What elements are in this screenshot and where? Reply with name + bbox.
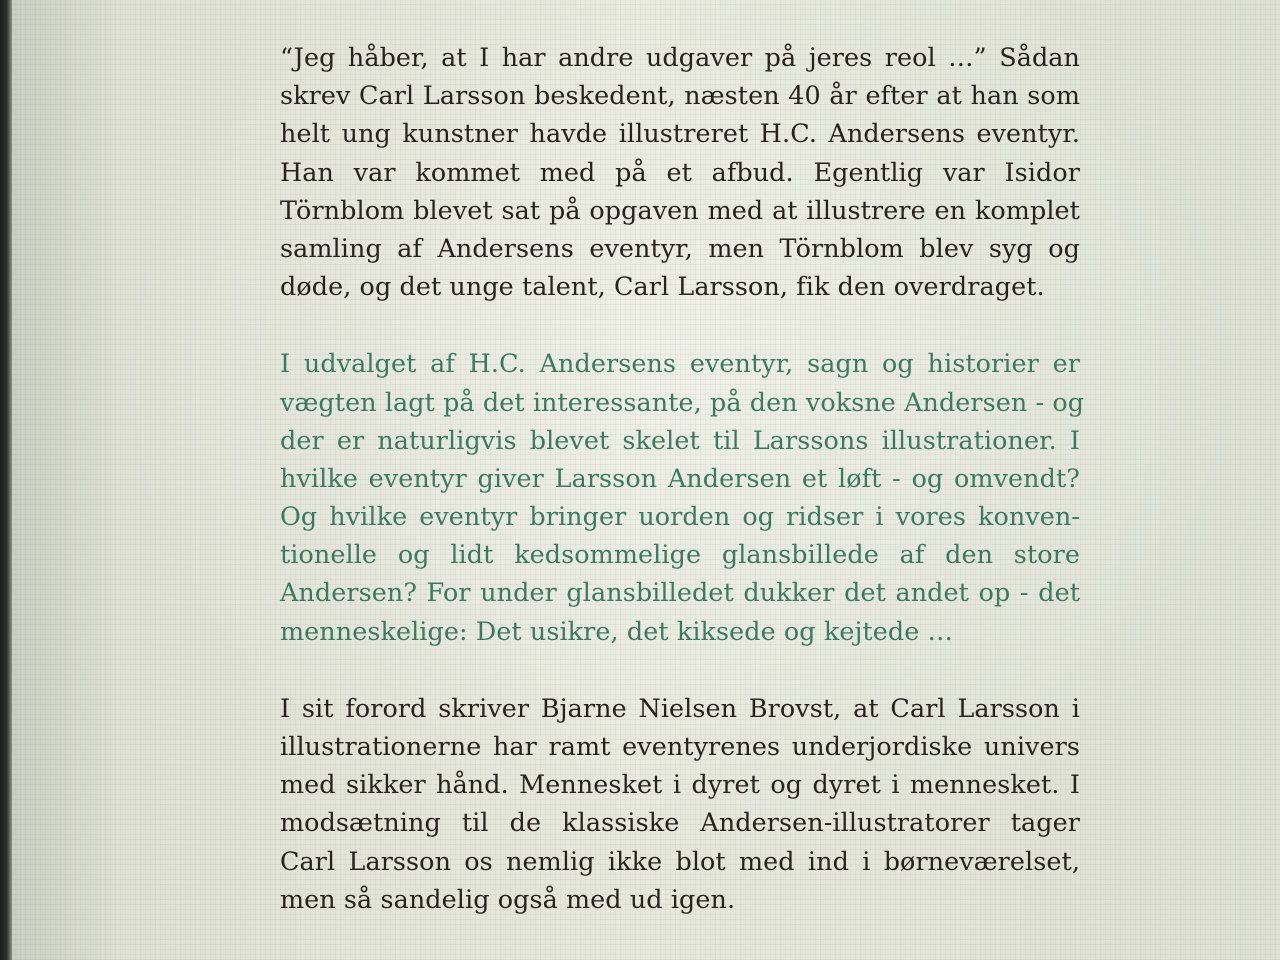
blurb-text <box>280 38 1085 918</box>
paragraph-gap <box>280 305 1080 344</box>
text-line: med sikker hånd. Mennesket i dyret og dyret i mennesket. I <box>280 769 1080 800</box>
text-line: “Jeg håber, at I har andre udgaver på jeres reol …” Sådan <box>280 42 1080 72</box>
cover-left-edge <box>0 0 12 960</box>
text-line: helt ung kunstner havde illustreret H.C. Andersens eventyr. <box>280 118 1080 149</box>
text-line: vægten lagt på det interessante, på den voksne Andersen - og <box>280 386 1085 417</box>
text-line: illustrationerne har ramt eventyrenes underjordiske univers <box>280 731 1080 761</box>
text-line: Törnblom blevet sat på opgaven med at illustrere en komplet <box>280 194 1080 225</box>
text-line: samling af Andersens eventyr, men Törnblom blev syg og <box>280 232 1080 263</box>
paragraph-gap <box>280 650 1080 689</box>
text-line: døde, og det unge talent, Carl Larsson, fik den overdraget. <box>280 271 1045 302</box>
text-line: Han var kommet med på et afbud. Egentlig var Isidor <box>280 156 1080 187</box>
text-line: Carl Larsson os nemlig ikke blot med ind i børneværelset, <box>280 845 1080 876</box>
paragraph-1 <box>280 38 1080 305</box>
paragraph-2 <box>280 344 1085 650</box>
text-line: menneskelige: Det usikre, det kiksede og kejtede … <box>280 615 953 646</box>
text-line: I sit forord skriver Bjarne Nielsen Brovst, at Carl Larsson i <box>280 692 1080 723</box>
text-line: hvilke eventyr giver Larsson Andersen et løft - og omvendt? <box>280 462 1080 493</box>
text-line: der er naturligvis blevet skelet til Larssons illustrationer. I <box>280 424 1080 455</box>
text-line: Andersen? For under glansbilledet dukker det andet op - det <box>280 577 1080 608</box>
text-line: modsætning til de klassiske Andersen-illustratorer tager <box>280 807 1080 838</box>
text-line: I udvalget af H.C. Andersens eventyr, sagn og historier er <box>280 348 1080 379</box>
text-line: Og hvilke eventyr bringer uorden og ridser i vores konven- <box>280 501 1080 532</box>
text-line: men så sandelig også med ud igen. <box>280 883 736 914</box>
paragraph-3 <box>280 689 1080 918</box>
text-line: skrev Carl Larsson beskedent, næsten 40 år efter at han som <box>280 80 1080 111</box>
text-line: tionelle og lidt kedsommelige glansbillede af den store <box>280 539 1080 570</box>
